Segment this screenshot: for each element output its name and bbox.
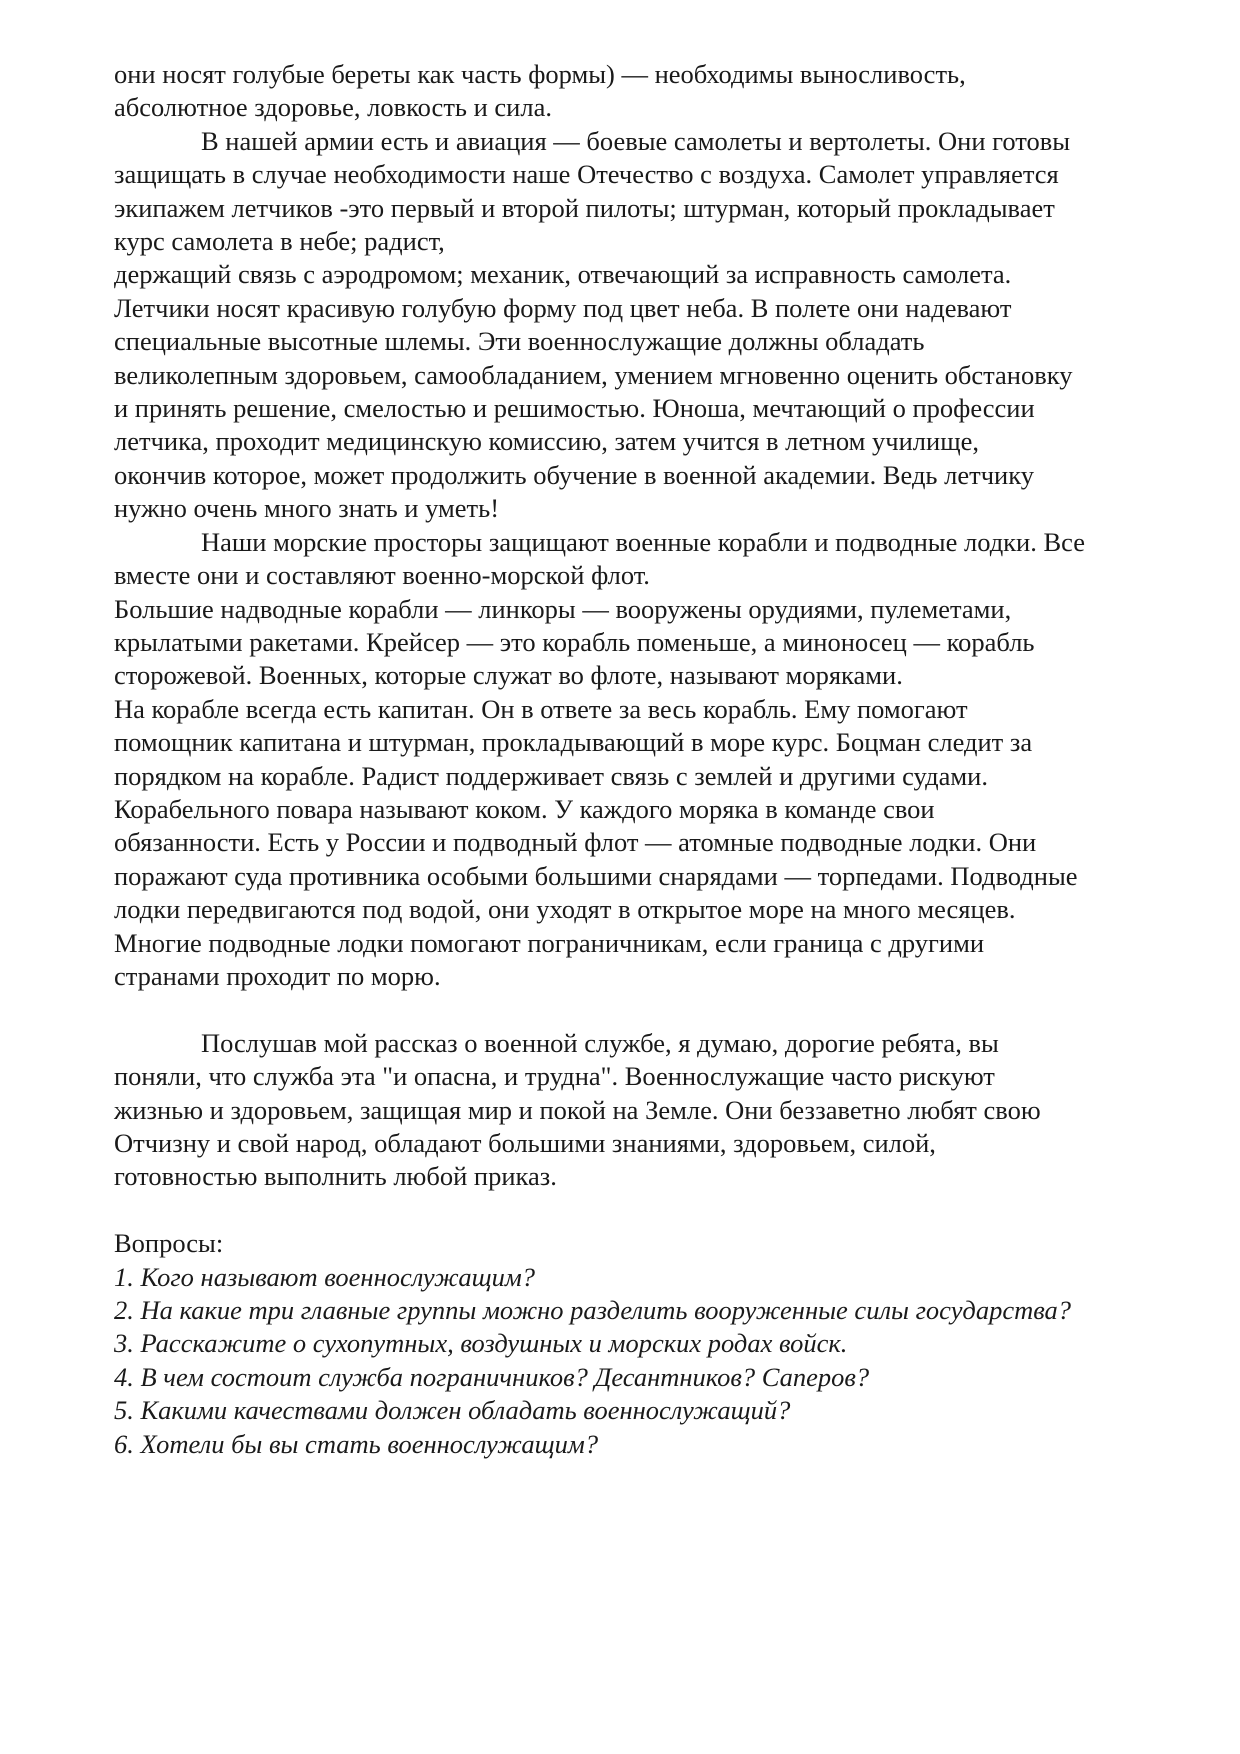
paragraph-4 bbox=[114, 1027, 1194, 1194]
text-line: великолепным здоровьем, самообладанием, умением мгновенно оценить обстановку bbox=[114, 359, 1073, 390]
text-line: На корабле всегда есть капитан. Он в ответе за весь корабль. Ему помогают bbox=[114, 693, 968, 724]
text-line: жизнью и здоровьем, защищая мир и покой на Земле. Они беззаветно любят свою bbox=[114, 1094, 1041, 1125]
text-line: сторожевой. Военных, которые служат во флоте, называют моряками. bbox=[114, 660, 903, 691]
paragraph-spacer bbox=[114, 1194, 1194, 1227]
text-line: Послушав мой рассказ о военной службе, я думаю, дорогие ребята, вы bbox=[201, 1027, 999, 1058]
text-line: абсолютное здоровье, ловкость и сила. bbox=[114, 92, 552, 123]
text-line: Наши морские просторы защищают военные корабли и подводные лодки. Все bbox=[201, 526, 1086, 557]
text-line: держащий связь с аэродромом; механик, отвечающий за исправность самолета. bbox=[114, 259, 1012, 290]
text-line: Летчики носят красивую голубую форму под цвет неба. В полете они надевают bbox=[114, 292, 1012, 323]
text-line: специальные высотные шлемы. Эти военнослужащие должны обладать bbox=[114, 326, 925, 357]
text-line: поняли, что служба эта "и опасна, и трудна". Военнослужащие часто рискуют bbox=[114, 1061, 995, 1092]
text-line: Многие подводные лодки помогают пограничникам, если граница с другими bbox=[114, 927, 985, 958]
question-item: 5. Какими качествами должен обладать военнослужащий? bbox=[114, 1395, 791, 1426]
text-line: экипажем летчиков -это первый и второй пилоты; штурман, который прокладывает bbox=[114, 192, 1055, 223]
document-page bbox=[114, 58, 1194, 1461]
text-line: они носят голубые береты как часть формы) — необходимы выносливость, bbox=[114, 59, 966, 89]
text-line: летчика, проходит медицинскую комиссию, затем учится в летном училище, bbox=[114, 426, 979, 457]
paragraph-2 bbox=[114, 125, 1194, 526]
text-line: В нашей армии есть и авиация — боевые самолеты и вертолеты. Они готовы bbox=[201, 125, 1071, 156]
text-line: обязанности. Есть у России и подводный флот — атомные подводные лодки. Они bbox=[114, 827, 1037, 858]
question-item: 3. Расскажите о сухопутных, воздушных и морских родах войск. bbox=[114, 1328, 848, 1359]
text-line: поражают суда противника особыми большими снарядами — торпедами. Подводные bbox=[114, 860, 1078, 891]
paragraph-1 bbox=[114, 58, 1194, 125]
question-item: 4. В чем состоит служба пограничников? Десантников? Саперов? bbox=[114, 1361, 870, 1392]
text-line: курс самолета в небе; радист, bbox=[114, 226, 445, 257]
text-line: Большие надводные корабли — линкоры — вооружены орудиями, пулеметами, bbox=[114, 593, 1012, 624]
text-line: и принять решение, смелостью и решимостью. Юноша, мечтающий о профессии bbox=[114, 393, 1035, 424]
question-item: 6. Хотели бы вы стать военнослужащим? bbox=[114, 1428, 599, 1459]
question-item: 1. Кого называют военнослужащим? bbox=[114, 1261, 535, 1292]
questions-heading: Вопросы: bbox=[114, 1228, 224, 1259]
text-line: помощник капитана и штурман, прокладывающий в море курс. Боцман следит за bbox=[114, 727, 1033, 758]
text-line: нужно очень много знать и уметь! bbox=[114, 493, 500, 524]
text-line: защищать в случае необходимости наше Отечество с воздуха. Самолет управляется bbox=[114, 159, 1059, 190]
paragraph-spacer bbox=[114, 993, 1194, 1026]
paragraph-3 bbox=[114, 526, 1194, 994]
text-line: лодки передвигаются под водой, они уходят в открытое море на много месяцев. bbox=[114, 894, 1016, 925]
text-line: Корабельного повара называют коком. У каждого моряка в команде свои bbox=[114, 793, 935, 824]
questions-section bbox=[114, 1227, 1194, 1461]
text-line: вместе они и составляют военно-морской флот. bbox=[114, 560, 650, 591]
text-line: Отчизну и свой народ, обладают большими знаниями, здоровьем, силой, bbox=[114, 1127, 936, 1158]
text-line: окончив которое, может продолжить обучение в военной академии. Ведь летчику bbox=[114, 459, 1034, 490]
text-line: порядком на корабле. Радист поддерживает связь с землей и другими судами. bbox=[114, 760, 988, 791]
text-line: странами проходит по морю. bbox=[114, 960, 441, 991]
question-item: 2. На какие три главные группы можно разделить вооруженные силы государства? bbox=[114, 1295, 1072, 1325]
text-line: готовностью выполнить любой приказ. bbox=[114, 1161, 557, 1192]
text-line: крылатыми ракетами. Крейсер — это корабль поменьше, а миноносец — корабль bbox=[114, 626, 1035, 657]
